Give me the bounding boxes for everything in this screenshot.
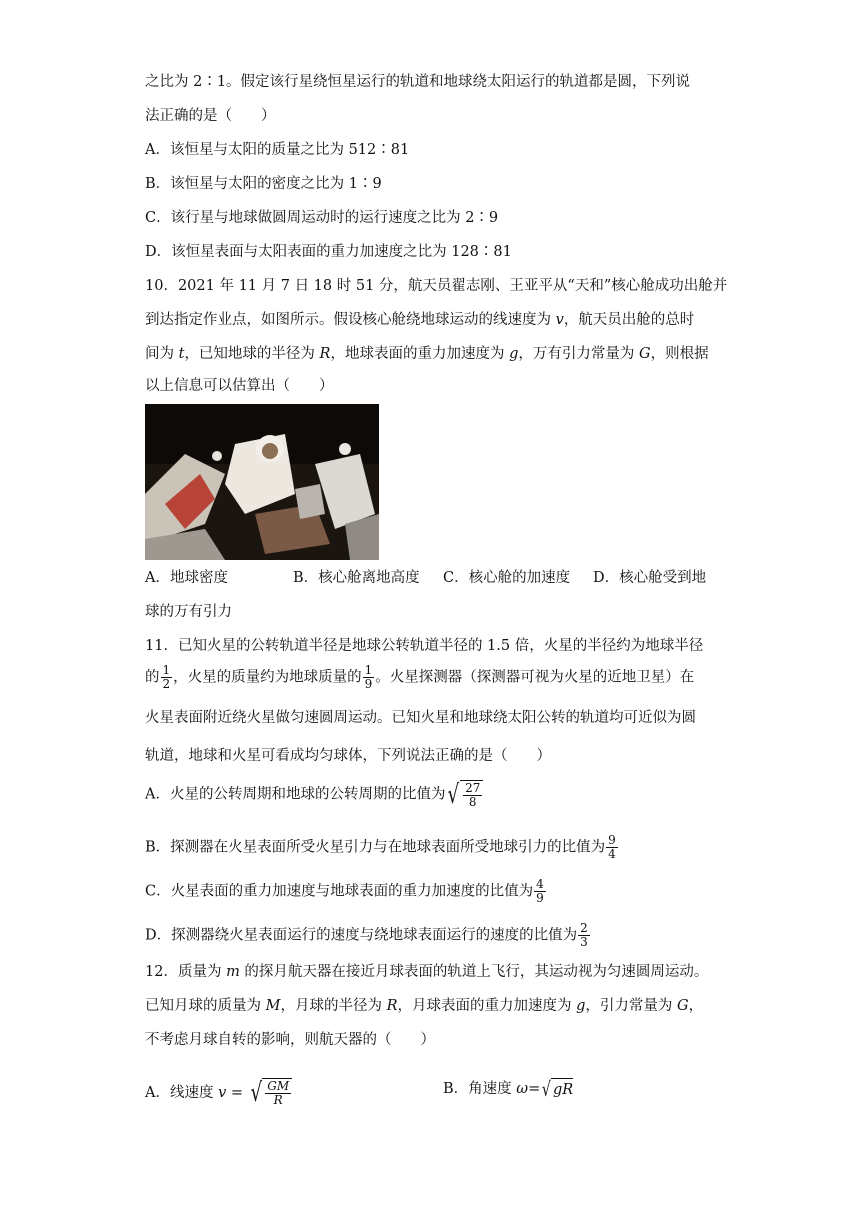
q9-option-b: B．该恒星与太阳的密度之比为 1∶9 — [145, 176, 382, 192]
q10-var-v: v — [555, 312, 564, 328]
q10-option-d-continued: 球的万有引力 — [145, 604, 232, 620]
q12-text: ， — [688, 998, 704, 1014]
q10-stem-line-3 — [145, 344, 709, 364]
q12-options-row — [145, 1077, 574, 1108]
q12-stem-line-2 — [145, 996, 703, 1016]
q11-text: 。火星探测器（探测器可视为火星的近地卫星）在 — [375, 669, 695, 686]
q11-stem-line-1: 11．已知火星的公转轨道半径是地球公转轨道半径的 1.5 倍，火星的半径约为地球半径 — [145, 638, 704, 654]
astronaut-spacewalk-illustration — [145, 404, 379, 560]
q11-option-a — [145, 780, 483, 809]
fraction-numerator: 4 — [536, 877, 544, 891]
fraction-numerator: 2 — [580, 921, 588, 935]
q11-stem-line-2 — [145, 664, 694, 691]
q11-option-d — [145, 922, 591, 949]
q10-stem-line-2 — [145, 310, 694, 330]
q12-var-R: R — [386, 998, 398, 1014]
q10-option-d: D．核心舱受到地 — [593, 570, 707, 586]
fraction-numerator: GM — [267, 1079, 290, 1093]
q12-text: ，月球表面的重力加速度为 — [397, 998, 577, 1014]
q12-stem-line-1 — [145, 962, 708, 982]
q10-stem-line-4: 以上信息可以估算出（ ） — [145, 378, 334, 394]
fraction-denominator: R — [273, 1093, 283, 1107]
fraction-numerator: 1 — [162, 663, 171, 677]
fraction-one-ninth — [363, 664, 375, 691]
fraction-denominator: 9 — [364, 677, 373, 691]
q10-text: ，则根据 — [650, 346, 709, 362]
q11-stem-line-4: 轨道，地球和火星可看成均匀球体，下列说法正确的是（ ） — [145, 748, 551, 764]
fraction-denominator: 9 — [536, 891, 544, 905]
q10-text: ，已知地球的半径为 — [184, 346, 320, 362]
q11-option-b — [145, 834, 619, 861]
q11-option-a-text: A．火星的公转周期和地球的公转周期的比值为 — [145, 786, 446, 803]
fraction-one-half — [161, 664, 173, 691]
q11-option-d-text: D．探测器绕火星表面运行的速度与绕地球表面运行的速度的比值为 — [145, 927, 578, 944]
q12-text: 的探月航天器在接近月球表面的轨道上飞行，其运动视为匀速圆周运动。 — [239, 964, 709, 980]
q12-var-g: g — [576, 998, 586, 1014]
q9-option-a: A．该恒星与太阳的质量之比为 512∶81 — [145, 142, 410, 158]
sqrt-27-over-8 — [445, 780, 483, 809]
q12-equals: = — [226, 1084, 248, 1101]
q12-text: ，月球的半径为 — [280, 998, 387, 1014]
fraction-denominator: 4 — [608, 847, 616, 861]
q12-stem-line-3: 不考虑月球自转的影响，则航天器的（ ） — [145, 1032, 435, 1048]
q11-text: ，火星的质量约为地球质量的 — [173, 669, 362, 686]
fraction-denominator: 2 — [162, 677, 171, 691]
q10-text: ，地球表面的重力加速度为 — [330, 346, 510, 362]
sqrt-GM-over-R — [248, 1078, 292, 1107]
q12-var-M: M — [265, 998, 281, 1014]
q9-option-c: C．该行星与地球做圆周运动时的运行速度之比为 2∶9 — [145, 210, 499, 226]
q12-text: 12．质量为 — [145, 964, 227, 980]
q12-var-G: G — [677, 998, 689, 1014]
q12-option-a — [145, 1077, 292, 1108]
q12-option-b — [443, 1078, 573, 1100]
q10-stem-line-1: 10．2021 年 11 月 7 日 18 时 51 分，航天员翟志刚、王亚平从“天和”核心舱成功出舱并 — [145, 278, 728, 294]
radical-sign: √ — [447, 779, 460, 810]
fraction-numerator: 1 — [364, 663, 373, 677]
q11-text: 的 — [145, 669, 160, 686]
q10-var-R: R — [319, 346, 331, 362]
fraction-numerator: 27 — [465, 781, 481, 795]
q10-option-b: B．核心舱离地高度 — [293, 570, 420, 586]
q11-option-b-text: B．探测器在火星表面所受火星引力与在地球表面所受地球引力的比值为 — [145, 839, 606, 856]
q10-option-a: A．地球密度 — [145, 570, 228, 586]
radicand: gR — [551, 1078, 573, 1100]
fraction-4-9 — [534, 878, 546, 905]
fraction-denominator: 3 — [580, 935, 588, 949]
radical-sign: √ — [250, 1077, 262, 1108]
sqrt-gR — [540, 1078, 573, 1100]
q10-text: ，万有引力常量为 — [518, 346, 639, 362]
q9-stem-line-1: 之比为 2∶1。假定该行星绕恒星运行的轨道和地球绕太阳运行的轨道都是圆，下列说 — [145, 74, 691, 90]
q12-text: ，引力常量为 — [585, 998, 678, 1014]
fraction-GM-R — [265, 1080, 291, 1107]
q10-var-G: G — [638, 346, 651, 362]
radicand — [460, 780, 483, 809]
q12-text: 已知月球的质量为 — [145, 998, 266, 1014]
q12-var-omega: ω — [516, 1081, 529, 1097]
q10-var-g: g — [509, 346, 519, 362]
q9-stem-line-2: 法正确的是（ ） — [145, 108, 276, 124]
q10-text: 间为 — [145, 346, 179, 362]
q11-stem-line-3: 火星表面附近绕火星做匀速圆周运动。已知火星和地球绕太阳公转的轨道均可近似为圆 — [145, 710, 696, 726]
q9-option-d: D．该恒星表面与太阳表面的重力加速度之比为 128∶81 — [145, 244, 512, 260]
q12-option-a-text: A．线速度 — [145, 1084, 219, 1101]
fraction-numerator: 9 — [608, 833, 616, 847]
fraction-27-8 — [463, 782, 482, 809]
q11-option-c-text: C．火星表面的重力加速度与地球表面的重力加速度的比值为 — [145, 883, 534, 900]
q10-options-row — [145, 568, 707, 588]
q12-var-m: m — [226, 964, 240, 980]
astronaut-spacewalk-photo — [145, 404, 379, 560]
q11-option-c — [145, 878, 547, 905]
q10-var-t: t — [178, 346, 185, 362]
q12-equals: = — [528, 1081, 541, 1097]
fraction-denominator: 8 — [468, 795, 477, 809]
fraction-9-4 — [606, 834, 618, 861]
fraction-2-3 — [578, 922, 590, 949]
q10-option-c: C．核心舱的加速度 — [443, 570, 571, 586]
q10-text: ，航天员出舱的总时 — [563, 312, 695, 328]
radicand — [262, 1078, 292, 1107]
radical-sign: √ — [542, 1077, 552, 1101]
q12-option-b-text: B．角速度 — [443, 1081, 517, 1097]
q10-text: 到达指定作业点，如图所示。假设核心舱绕地球运动的线速度为 — [145, 312, 556, 328]
q12-var-v: v — [218, 1084, 227, 1101]
